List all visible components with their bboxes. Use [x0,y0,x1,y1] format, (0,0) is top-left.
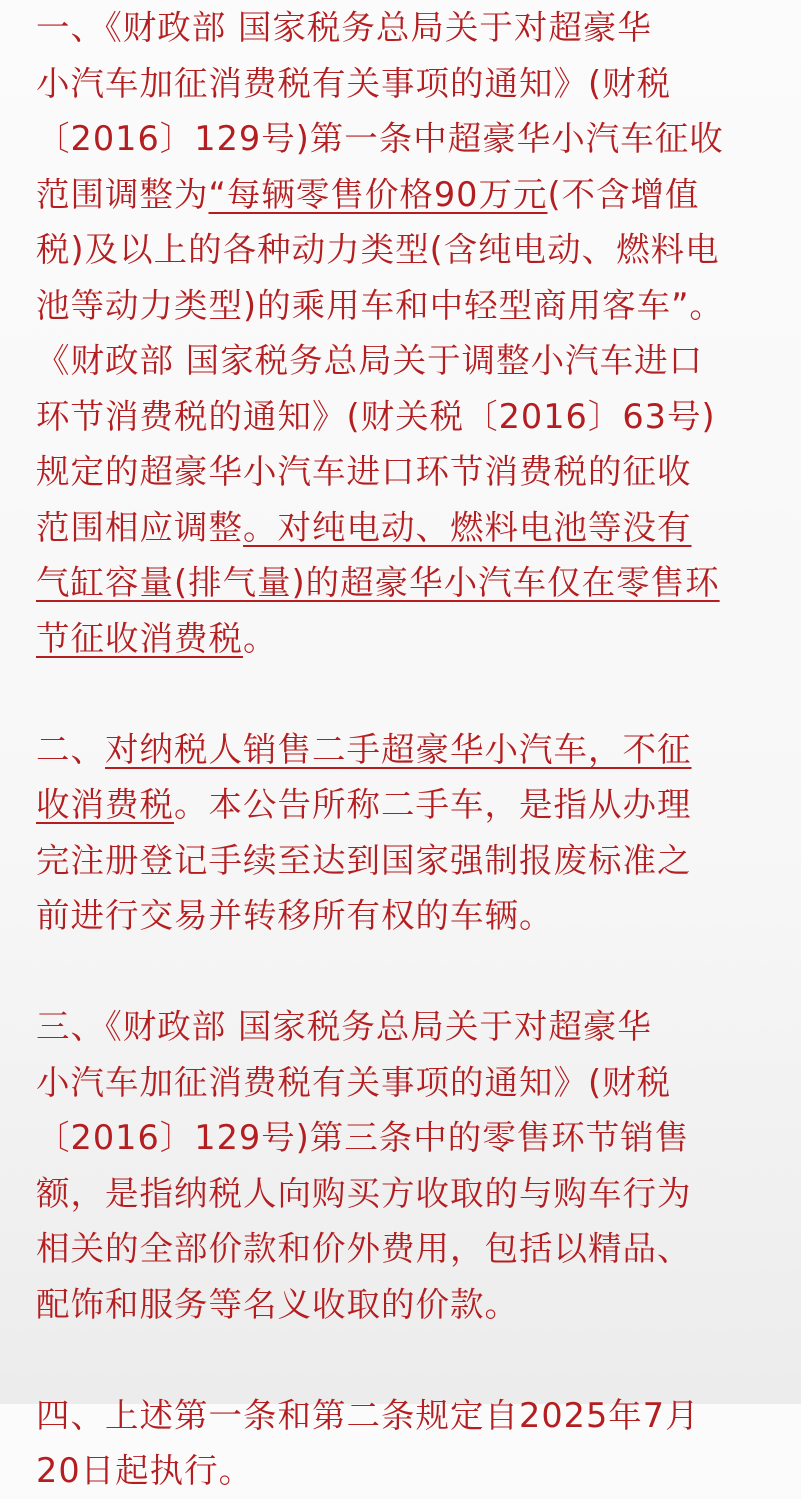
text-segment: 范围调整为 [36,174,209,214]
text-line [36,722,776,778]
text-line [36,1388,776,1444]
text-line [36,999,776,1055]
text-line [36,333,776,389]
regulation-text [36,0,776,1499]
text-line [36,555,776,611]
text-line [36,111,776,167]
text-line [36,1055,776,1111]
text-line [36,1443,776,1499]
text-segment: 《财政部 国家税务总局关于调整小汽车进口 [36,341,704,380]
text-line [36,777,776,833]
text-line [36,1221,776,1277]
text-segment: 相关的全部价款和价外费用，包括以精品、 [36,1229,692,1268]
paragraph-1 [36,0,776,666]
text-segment: 一、《财政部 国家税务总局关于对超豪华 [36,8,652,47]
text-line [36,888,776,944]
text-segment: 〔2016〕129号)第三条中的零售环节销售 [36,1118,690,1157]
underlined-text: 气缸容量(排气量)的超豪华小汽车仅在零售环 [36,563,720,602]
paragraph-2 [36,722,776,944]
text-line [36,56,776,112]
text-segment: (不含增值 [547,174,700,214]
paragraph-3 [36,999,776,1332]
text-segment: 。 [243,618,278,658]
text-line [36,1166,776,1222]
text-segment: 20日起执行。 [36,1451,254,1490]
text-line [36,222,776,278]
text-line [36,833,776,889]
text-segment: 范围相应调整 [36,507,243,547]
underlined-text: 。对纯电动、燃料电池等没有 [243,507,692,547]
text-segment: 税)及以上的各种动力类型(含纯电动、燃料电 [36,230,720,269]
text-line [36,0,776,56]
text-segment: 池等动力类型)的乘用车和中轻型商用客车”。 [36,285,724,325]
text-segment: 小汽车加征消费税有关事项的通知》(财税 [36,63,672,103]
paragraph-4 [36,1388,776,1499]
text-line [36,389,776,445]
text-segment: 环节消费税的通知》(财关税〔2016〕63号) [36,396,716,436]
text-line [36,611,776,667]
text-line [36,1110,776,1166]
text-line [36,1277,776,1333]
text-line [36,167,776,223]
text-segment: 小汽车加征消费税有关事项的通知》(财税 [36,1062,672,1102]
text-segment: 〔2016〕129号)第一条中超豪华小汽车征收 [36,119,724,158]
text-segment: 前进行交易并转移所有权的车辆。 [36,896,554,935]
text-line [36,278,776,334]
paragraph-gap [36,666,776,722]
text-segment: 。本公告所称二手车，是指从办理 [174,785,692,824]
text-segment: 规定的超豪华小汽车进口环节消费税的征收 [36,452,692,491]
text-segment: 完注册登记手续至达到国家强制报废标准之 [36,840,692,880]
paragraph-gap [36,1332,776,1388]
text-segment: 额，是指纳税人向购买方收取的与购车行为 [36,1173,692,1213]
underlined-text: 收消费税 [36,785,174,824]
text-line [36,444,776,500]
text-segment: 四、上述第一条和第二条规定自2025年7月 [36,1395,700,1435]
text-segment: 二、 [36,729,105,769]
underlined-text: “每辆零售价格90万元 [208,174,548,214]
text-segment: 配饰和服务等名义收取的价款。 [36,1284,519,1324]
paragraph-gap [36,944,776,1000]
underlined-text: 对纳税人销售二手超豪华小汽车，不征 [105,729,692,769]
underlined-text: 节征收消费税 [36,618,243,658]
text-segment: 三、《财政部 国家税务总局关于对超豪华 [36,1007,652,1046]
text-line [36,500,776,556]
